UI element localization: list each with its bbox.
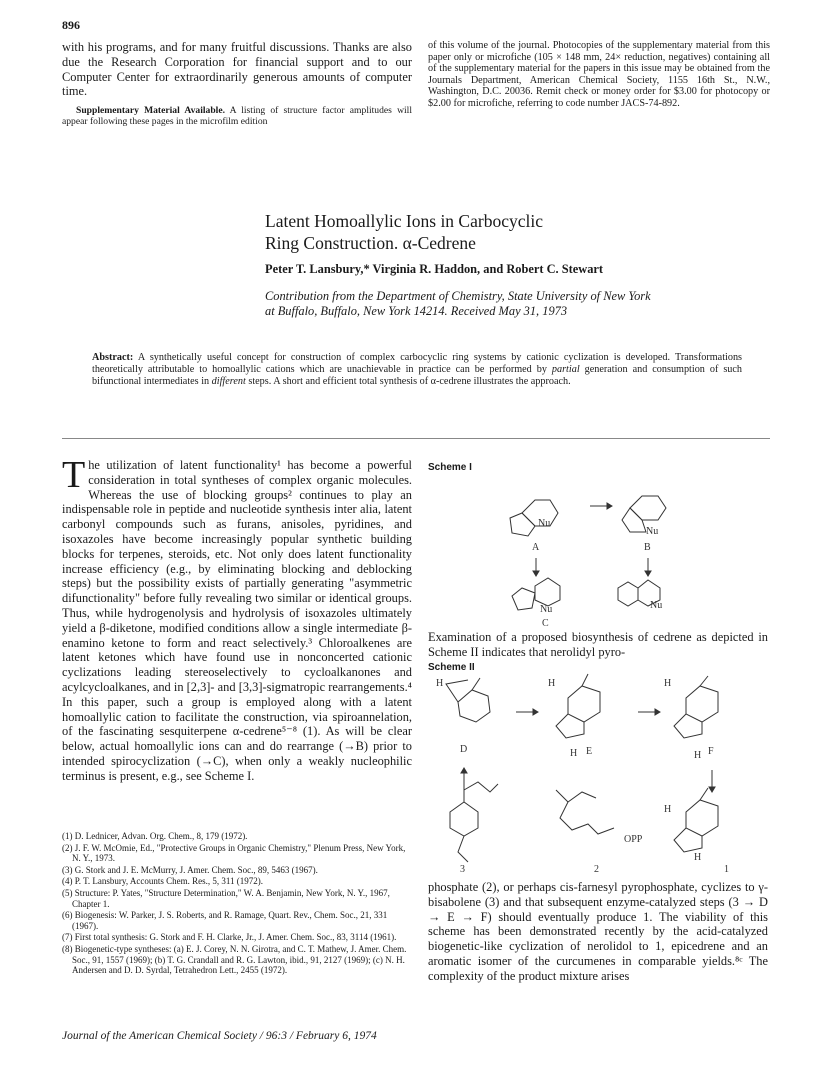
svg-text:D: D	[460, 744, 468, 755]
reference-item: (3) G. Stork and J. E. McMurry, J. Amer. Chem. Soc., 89, 5463 (1967).	[62, 864, 318, 875]
svg-text:H: H	[548, 678, 556, 689]
structure-2-chain	[556, 790, 614, 834]
reference-list	[62, 831, 414, 976]
scheme-2-structures	[428, 672, 768, 872]
svg-text:H: H	[436, 678, 444, 689]
svg-text:Nu: Nu	[650, 600, 663, 611]
ring-a-cyclopentane	[510, 513, 535, 536]
svg-text:B: B	[644, 542, 651, 553]
title-line-1: Latent Homoallylic Ions in Carbocyclic	[265, 211, 543, 231]
structure-1-ring	[686, 800, 718, 836]
page-number: 896	[62, 18, 80, 32]
top-right-column	[428, 40, 770, 110]
reference-item: (4) P. T. Lansbury, Accounts Chem. Res., 5, 311 (1972).	[62, 876, 263, 887]
svg-text:OPP: OPP	[624, 834, 643, 845]
svg-text:3: 3	[460, 864, 465, 872]
top-left-column	[62, 40, 412, 128]
abstract-text-2: generation and consumption of such bifunctional intermediates in	[92, 364, 742, 387]
intro-text: he utilization of latent functionality¹ has become a powerful consideration in total syntheses of complex organic molecules. Whereas the use of blocking groups² continues to play an indispensable role in peptide and nucleotide synthesis inter alia, latent carbonyl compounds such as furans, anisoles, pyridines, and isoxazoles have become increasingly popular synthetic building blocks for terpenes, steroids, etc. Not only does latent functionality increase efficiency (e.g., by eliminating blocking and deblocking steps) but the possibility exists of partially generating "asymmetric difunctionality" before fully revealing two similar or identical groups. Thus, while hydrogenolysis and hydrolysis of isoxazoles ultimately yield a β-diketone, modified conditions allow a single intermediate β-enamino ketone to form and react selectively.³ Chloroalkenes are latent ketones which have found use in nonconcerted cationic cyclizations leading stereoselectively to cycloalkanones and acylcycloalkanes, and in [2,3]- and [3,3]-sigmatropic rearrangements.⁴ In this paper, such a group is employed along with a latent homoallylic cation to facilitate the construction, via spiroannelation, of the fascinating sesquiterpene α-cedrene⁵⁻⁸ (1). As will be clear below, actual homoallylic ions can and do rearrange (→B) prior to intended spirocyclization (→C), when only a weakly nucleophilic terminus is present, e.g., see Scheme I.	[62, 458, 412, 783]
abstract-text-3: steps. A short and efficient total synthesis of α-cedrene illustrates the approach.	[248, 376, 571, 387]
journal-footer: Journal of the American Chemical Society / 96:3 / February 6, 1974	[62, 1030, 377, 1042]
reference-item: (5) Structure: P. Yates, "Structure Determination," W. A. Benjamin, New York, N. Y., 1967, Chapter 1.	[62, 887, 390, 909]
supplementary-note	[62, 105, 412, 127]
scheme-1-label: Scheme I	[428, 462, 472, 473]
scheme-1-structures	[500, 478, 700, 628]
biosynthesis-paragraph: Examination of a proposed biosynthesis of cedrene as depicted in Scheme II indicates that nerolidyl pyro-	[428, 630, 768, 659]
svg-text:C: C	[542, 618, 549, 628]
drop-cap: T	[62, 454, 86, 496]
abstract-emphasis-1: partial	[551, 364, 580, 375]
ring-fused-2	[618, 582, 638, 606]
scheme-2-label: Scheme II	[428, 662, 475, 673]
article-title	[265, 210, 543, 254]
svg-text:H: H	[694, 852, 702, 863]
svg-text:E: E	[586, 746, 593, 757]
reference-item: (8) Biogenetic-type syntheses: (a) E. J. Corey, N. N. Girotra, and C. T. Mathew, J. Amer. Chem. Soc., 91, 1557 (1969); (b) T. G. Crandall and R. G. Lawton, ibid., 91, 2127 (1969); (c) N. H. Andersen and D. D. Syrdal, Tetrahedron Lett., 2455 (1972).	[62, 943, 407, 976]
supplementary-text: A listing of structure factor amplitudes will appear following these pages in the microfilm edition	[62, 105, 412, 128]
svg-text:Nu: Nu	[646, 526, 659, 537]
reference-item: (7) First total synthesis: G. Stork and F. H. Clarke, Jr., J. Amer. Chem. Soc., 83, 3114 (1961).	[62, 932, 397, 943]
journal-date: February 6, 1974	[295, 1030, 377, 1042]
main-right-column-bottom	[428, 880, 768, 984]
authors: Peter T. Lansbury,* Virginia R. Haddon, and Robert C. Stewart	[265, 262, 604, 276]
journal-name: Journal of the American Chemical Society	[62, 1030, 257, 1042]
ring-b-cyclopentane	[622, 508, 646, 532]
svg-text:2: 2	[594, 864, 599, 872]
main-left-column	[62, 454, 412, 784]
intro-paragraph	[62, 454, 412, 784]
reference-item: (6) Biogenesis: W. Parker, J. S. Roberts, and R. Ramage, Quart. Rev., Chem. Soc., 21, 331 (1967).	[62, 910, 388, 931]
title-line-2: Ring Construction. α-Cedrene	[265, 233, 476, 253]
scheme-1-figure	[500, 478, 700, 628]
svg-text:Nu: Nu	[540, 604, 553, 615]
structure-f-ring	[686, 686, 718, 722]
ring-b-cyclohexene	[630, 496, 666, 520]
svg-text:1: 1	[724, 864, 729, 872]
structure-e-ring	[568, 686, 600, 722]
affiliation-line-1: Contribution from the Department of Chemistry, State University of New York	[265, 289, 651, 303]
references	[62, 831, 414, 977]
svg-text:A: A	[532, 542, 540, 553]
scheme-2-figure	[428, 672, 768, 872]
structure-d-ring	[458, 690, 490, 722]
svg-text:H: H	[694, 750, 702, 761]
svg-text:F: F	[708, 746, 714, 757]
journal-volume: 96:3	[265, 1030, 287, 1042]
structure-3-ring	[450, 802, 478, 836]
svg-text:H: H	[664, 804, 672, 815]
reference-item: (1) D. Lednicer, Advan. Org. Chem., 8, 179 (1972).	[62, 831, 248, 841]
ring-c-cyclohexane	[535, 578, 560, 606]
affiliation-line-2: at Buffalo, Buffalo, New York 14214. Received May 31, 1973	[265, 304, 568, 318]
reference-item: (2) J. F. W. McOmie, Ed., "Protective Groups in Organic Chemistry," Plenum Press, New York, N. Y., 1973.	[62, 842, 406, 864]
svg-text:H: H	[664, 678, 672, 689]
abstract-divider	[62, 438, 770, 439]
abstract	[92, 352, 742, 388]
biosynthesis-continuation: phosphate (2), or perhaps cis-farnesyl pyrophosphate, cyclizes to γ-bisabolene (3) and that subsequent enzyme-catalyzed steps (3 → D → E → F) should eventually produce 1. The viability of this scheme has been demonstrated recently by the acid-catalyzed biogenetic-like cyclization of nerolidol to 1, epicedrene and an aromatic isomer of the curcumenes in comparable yields.⁸ᶜ The complexity of the product mixture arises	[428, 880, 768, 983]
supplementary-continuation: of this volume of the journal. Photocopies of the supplementary material from this paper only or microfiche (105 × 148 mm, 24× reduction, negatives) containing all of the supplementary material for the papers in this issue may be obtained from the Journals Department, American Chemical Society, 1155 16th St., N.W., Washington, D.C. 20036. Remit check or money order for $3.00 for photocopy or $2.00 for microfiche, referring to code number JACS-74-892.	[428, 40, 770, 109]
supplementary-label: Supplementary Material Available.	[76, 105, 225, 117]
abstract-label: Abstract:	[92, 352, 134, 363]
svg-text:Nu: Nu	[538, 518, 551, 529]
svg-text:H: H	[570, 748, 578, 759]
scheme-2-intro	[428, 630, 768, 660]
acknowledgment-paragraph: with his programs, and for many fruitful discussions. Thanks are also due the Research Corporation for financial support and to our Computer Center for extraordinarily generous amounts of computer time.	[62, 40, 412, 99]
affiliation	[265, 289, 735, 319]
abstract-text-1: A synthetically useful concept for construction of complex carbocyclic ring systems by cationic cyclization is developed. Transformations theoretically attributable to homoallylic cations which are unachievable in practice can be performed by	[92, 352, 743, 375]
ring-c-cyclopentane	[512, 588, 535, 610]
abstract-emphasis-2: different	[211, 376, 246, 387]
